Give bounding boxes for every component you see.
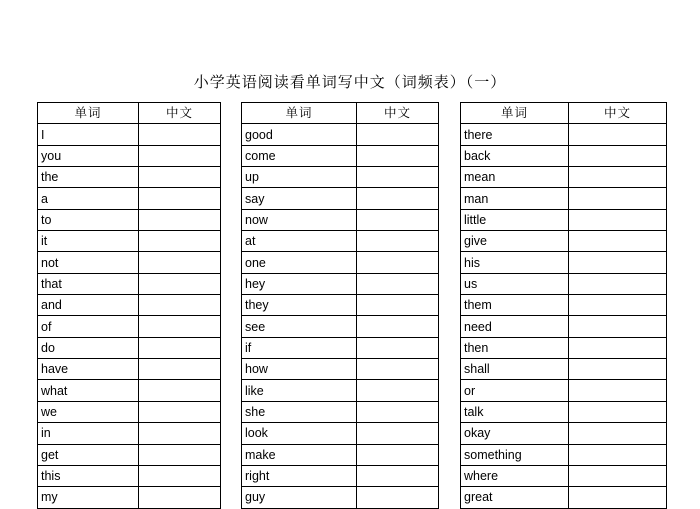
column-gap (439, 401, 461, 422)
chinese-answer-cell[interactable] (139, 231, 221, 252)
worksheet-title: 小学英语阅读看单词写中文（词频表）（一） (193, 73, 507, 91)
english-word: this (38, 465, 139, 486)
column-gap (221, 103, 242, 124)
chinese-answer-cell[interactable] (139, 487, 221, 508)
english-word: a (38, 188, 139, 209)
column-gap (221, 444, 242, 465)
english-word: one (242, 252, 357, 273)
chinese-answer-cell[interactable] (139, 273, 221, 294)
column-gap (439, 423, 461, 444)
english-word: like (242, 380, 357, 401)
english-word: look (242, 423, 357, 444)
table-row (38, 124, 667, 145)
english-word: they (242, 295, 357, 316)
word-header: 单词 (38, 103, 139, 124)
column-gap (221, 167, 242, 188)
table-row (38, 316, 667, 337)
table-row (38, 145, 667, 166)
column-gap (221, 273, 242, 294)
column-gap (221, 359, 242, 380)
chinese-answer-cell[interactable] (357, 295, 439, 316)
english-word: up (242, 167, 357, 188)
chinese-answer-cell[interactable] (569, 401, 667, 422)
english-word: okay (461, 423, 569, 444)
chinese-answer-cell[interactable] (357, 231, 439, 252)
chinese-answer-cell[interactable] (139, 359, 221, 380)
chinese-answer-cell[interactable] (139, 444, 221, 465)
chinese-answer-cell[interactable] (357, 380, 439, 401)
table-row (38, 188, 667, 209)
english-word: guy (242, 487, 357, 508)
english-word: she (242, 401, 357, 422)
table-row (38, 231, 667, 252)
chinese-answer-cell[interactable] (139, 423, 221, 444)
column-gap (439, 444, 461, 465)
english-word: hey (242, 273, 357, 294)
table-row (38, 487, 667, 508)
english-word: say (242, 188, 357, 209)
chinese-answer-cell[interactable] (569, 295, 667, 316)
english-word: good (242, 124, 357, 145)
chinese-answer-cell[interactable] (357, 359, 439, 380)
english-word: then (461, 337, 569, 358)
english-word: it (38, 231, 139, 252)
column-gap (439, 209, 461, 230)
column-gap (439, 145, 461, 166)
column-gap (439, 295, 461, 316)
column-gap (221, 401, 242, 422)
table-row (38, 167, 667, 188)
table-row (38, 252, 667, 273)
chinese-answer-cell[interactable] (357, 465, 439, 486)
chinese-answer-cell[interactable] (139, 401, 221, 422)
table-row (38, 295, 667, 316)
english-word: right (242, 465, 357, 486)
chinese-answer-cell[interactable] (569, 252, 667, 273)
chinese-answer-cell[interactable] (139, 167, 221, 188)
english-word: in (38, 423, 139, 444)
table-row (38, 273, 667, 294)
table-row (38, 209, 667, 230)
english-word: get (38, 444, 139, 465)
english-word: do (38, 337, 139, 358)
english-word: we (38, 401, 139, 422)
column-gap (221, 124, 242, 145)
chinese-answer-cell[interactable] (139, 209, 221, 230)
english-word: mean (461, 167, 569, 188)
column-gap (439, 337, 461, 358)
english-word: I (38, 124, 139, 145)
column-gap (439, 124, 461, 145)
chinese-answer-cell[interactable] (569, 359, 667, 380)
english-word: them (461, 295, 569, 316)
english-word: what (38, 380, 139, 401)
english-word: of (38, 316, 139, 337)
chinese-answer-cell[interactable] (569, 124, 667, 145)
column-gap (439, 359, 461, 380)
table-row (38, 444, 667, 465)
english-word: not (38, 252, 139, 273)
header-row (38, 103, 667, 124)
chinese-answer-cell[interactable] (357, 209, 439, 230)
column-gap (439, 273, 461, 294)
english-word: have (38, 359, 139, 380)
chinese-answer-cell[interactable] (569, 465, 667, 486)
chinese-answer-cell[interactable] (569, 145, 667, 166)
chinese-answer-cell[interactable] (357, 124, 439, 145)
english-word: see (242, 316, 357, 337)
word-rows (38, 124, 667, 508)
english-word: little (461, 209, 569, 230)
column-gap (221, 252, 242, 273)
chinese-answer-cell[interactable] (569, 273, 667, 294)
chinese-answer-cell[interactable] (139, 316, 221, 337)
chinese-answer-cell[interactable] (139, 337, 221, 358)
english-word: come (242, 145, 357, 166)
chinese-answer-cell[interactable] (569, 167, 667, 188)
column-gap (439, 231, 461, 252)
chinese-answer-cell[interactable] (569, 380, 667, 401)
chinese-answer-cell[interactable] (569, 188, 667, 209)
english-word: great (461, 487, 569, 508)
table-row (38, 423, 667, 444)
chinese-answer-cell[interactable] (139, 252, 221, 273)
english-word: you (38, 145, 139, 166)
chinese-answer-cell[interactable] (139, 465, 221, 486)
chinese-answer-cell[interactable] (139, 295, 221, 316)
column-gap (221, 209, 242, 230)
chinese-header: 中文 (569, 103, 667, 124)
table-row (38, 337, 667, 358)
english-word: man (461, 188, 569, 209)
chinese-answer-cell[interactable] (139, 188, 221, 209)
column-gap (439, 188, 461, 209)
english-word: now (242, 209, 357, 230)
chinese-answer-cell[interactable] (139, 145, 221, 166)
chinese-answer-cell[interactable] (357, 145, 439, 166)
word-header: 单词 (461, 103, 569, 124)
chinese-answer-cell[interactable] (357, 252, 439, 273)
column-gap (439, 487, 461, 508)
english-word: if (242, 337, 357, 358)
english-word: back (461, 145, 569, 166)
column-gap (439, 316, 461, 337)
chinese-answer-cell[interactable] (139, 380, 221, 401)
english-word: how (242, 359, 357, 380)
chinese-answer-cell[interactable] (357, 316, 439, 337)
word-header: 单词 (242, 103, 357, 124)
english-word: and (38, 295, 139, 316)
english-word: my (38, 487, 139, 508)
english-word: us (461, 273, 569, 294)
chinese-header: 中文 (139, 103, 221, 124)
column-gap (221, 465, 242, 486)
english-word: something (461, 444, 569, 465)
vocabulary-table (37, 102, 667, 509)
column-gap (439, 103, 461, 124)
column-gap (439, 252, 461, 273)
chinese-answer-cell[interactable] (357, 188, 439, 209)
column-gap (221, 188, 242, 209)
english-word: where (461, 465, 569, 486)
english-word: talk (461, 401, 569, 422)
english-word: there (461, 124, 569, 145)
english-word: at (242, 231, 357, 252)
table-row (38, 359, 667, 380)
english-word: the (38, 167, 139, 188)
english-word: make (242, 444, 357, 465)
table-row (38, 401, 667, 422)
table-row (38, 465, 667, 486)
chinese-answer-cell[interactable] (569, 231, 667, 252)
column-gap (221, 145, 242, 166)
chinese-answer-cell[interactable] (569, 316, 667, 337)
column-gap (221, 380, 242, 401)
english-word: that (38, 273, 139, 294)
chinese-answer-cell[interactable] (357, 167, 439, 188)
chinese-answer-cell[interactable] (357, 487, 439, 508)
chinese-answer-cell[interactable] (139, 124, 221, 145)
column-gap (221, 337, 242, 358)
column-gap (439, 167, 461, 188)
english-word: his (461, 252, 569, 273)
english-word: give (461, 231, 569, 252)
chinese-answer-cell[interactable] (357, 423, 439, 444)
chinese-answer-cell[interactable] (569, 209, 667, 230)
table-row (38, 380, 667, 401)
chinese-answer-cell[interactable] (357, 444, 439, 465)
column-gap (221, 316, 242, 337)
english-word: to (38, 209, 139, 230)
column-gap (221, 231, 242, 252)
chinese-answer-cell[interactable] (357, 273, 439, 294)
english-word: or (461, 380, 569, 401)
chinese-answer-cell[interactable] (357, 401, 439, 422)
column-gap (439, 465, 461, 486)
chinese-answer-cell[interactable] (569, 444, 667, 465)
column-gap (439, 380, 461, 401)
chinese-answer-cell[interactable] (357, 337, 439, 358)
column-gap (221, 487, 242, 508)
chinese-answer-cell[interactable] (569, 337, 667, 358)
column-gap (221, 423, 242, 444)
english-word: need (461, 316, 569, 337)
column-gap (221, 295, 242, 316)
chinese-answer-cell[interactable] (569, 487, 667, 508)
english-word: shall (461, 359, 569, 380)
chinese-header: 中文 (357, 103, 439, 124)
chinese-answer-cell[interactable] (569, 423, 667, 444)
